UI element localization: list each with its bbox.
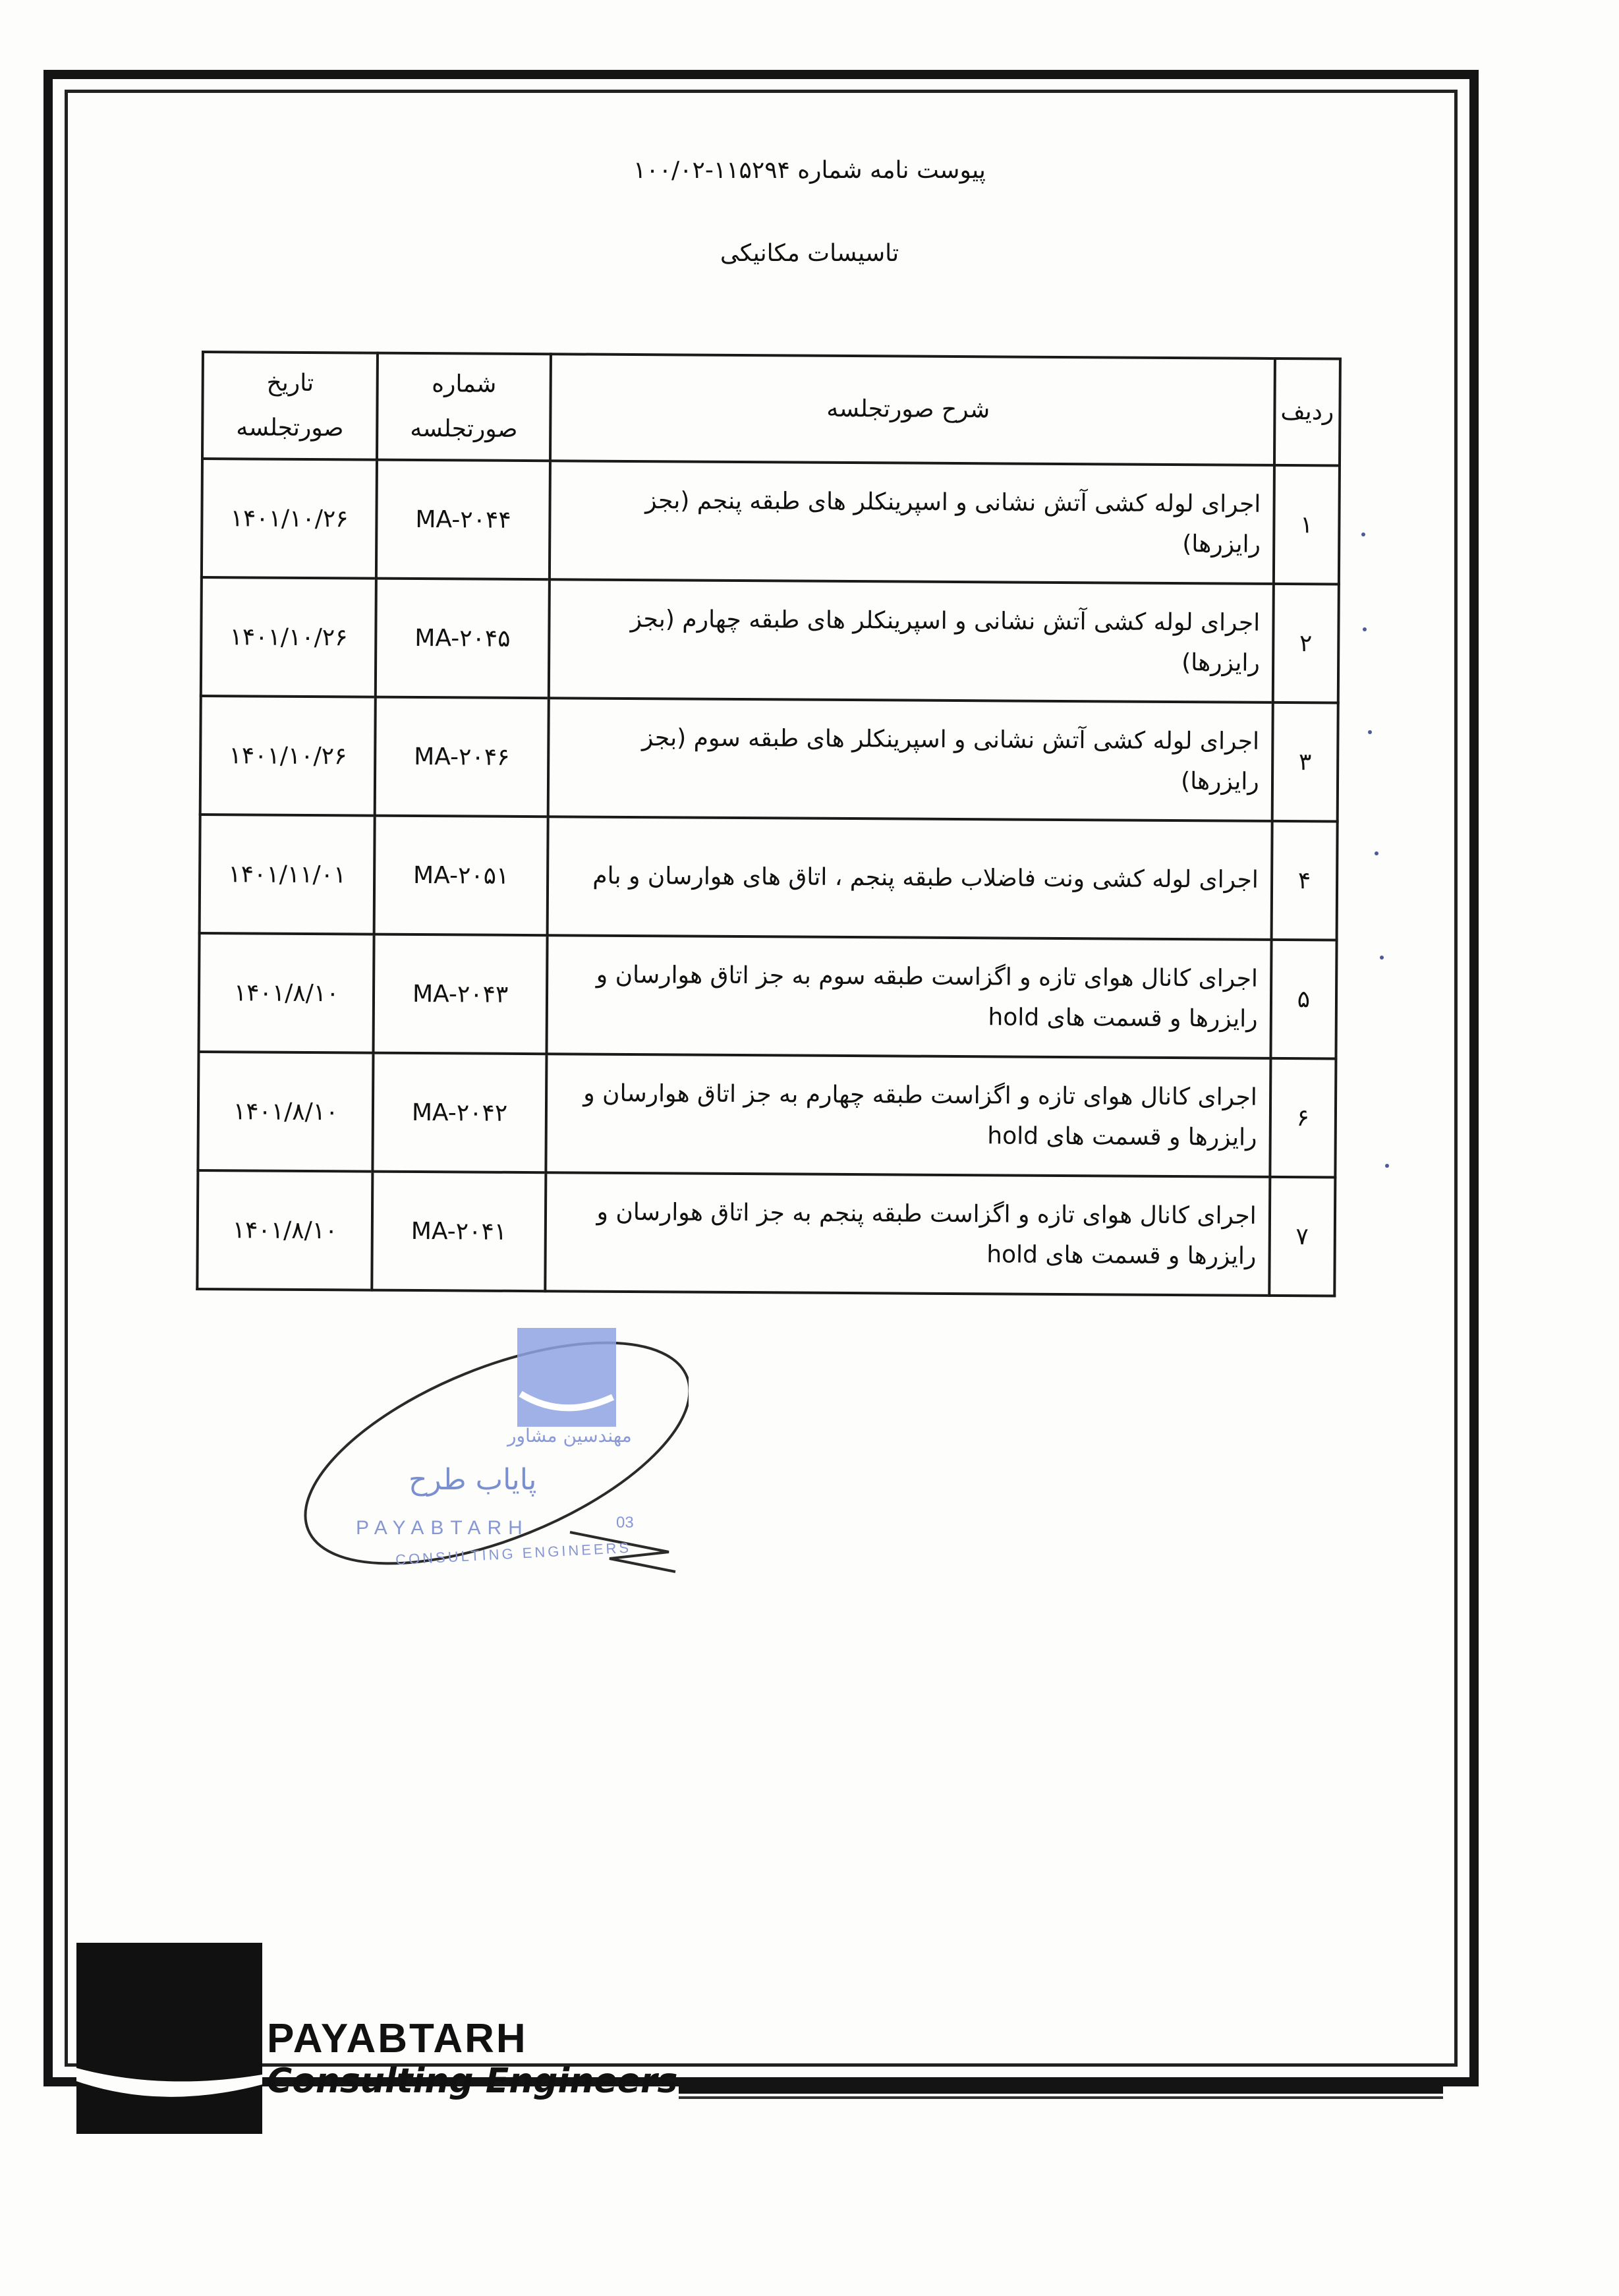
row-minutes-number: MA-۲۰۴۲ [373,1053,547,1173]
header-minutes-number [377,353,551,461]
row-minutes-date: ۱۴۰۱/۱۱/۰۱ [200,815,375,934]
margin-dot [1385,1164,1389,1168]
row-number: ۳ [1272,703,1338,822]
row-number: ۵ [1270,940,1336,1059]
margin-dot [1363,627,1367,631]
company-logo-mark [76,1943,262,2134]
header-minutes-number-line2: صورتجلسه [410,415,518,443]
header-description: شرح صورتجلسه [550,354,1275,465]
table-row [199,933,1337,1059]
row-description: اجرای کانال هوای تازه و اگزاست طبقه چهارم به جز اتاق هوارسان و رایزرها و قسمت های hold [546,1054,1270,1177]
stamp-english-line1: PAYABTARH [356,1517,529,1539]
row-description: اجرای لوله کشی آتش نشانی و اسپرینکلر های طبقه چهارم (بجز رایزرها) [549,579,1274,703]
stamp-english-line2: CONSULTING ENGINEERS [395,1539,632,1568]
row-description: اجرای کانال هوای تازه و اگزاست طبقه سوم به جز اتاق هوارسان و رایزرها و قسمت های hold [546,935,1271,1058]
table-row [200,696,1338,822]
stamp-persian-line1: مهندسین مشاور [507,1425,632,1447]
row-minutes-date: ۱۴۰۱/۸/۱۰ [198,1052,373,1172]
row-minutes-number: MA-۲۰۵۱ [374,816,548,936]
row-number: ۱ [1274,465,1340,585]
table-row [201,577,1339,703]
row-description: اجرای لوله کشی آتش نشانی و اسپرینکلر های طبقه پنجم (بجز رایزرها) [550,461,1274,584]
row-number: ۴ [1271,821,1337,940]
row-minutes-date: ۱۴۰۱/۸/۱۰ [199,933,374,1053]
row-description: اجرای لوله کشی ونت فاضلاب طبقه پنجم ، اتاق های هوارسان و بام [547,817,1272,940]
table-row [197,1170,1335,1296]
row-minutes-number: MA-۲۰۴۳ [374,934,548,1054]
footer-rule-thin [679,2096,1443,2099]
footer-company-name: PAYABTARH [267,2016,528,2061]
row-minutes-date: ۱۴۰۱/۸/۱۰ [197,1170,372,1290]
header-row-number: ردیف [1274,359,1340,466]
margin-dot [1380,956,1384,960]
footer-company-subtitle: Consulting Engineers [267,2061,678,2101]
row-minutes-number: MA-۲۰۴۶ [375,697,549,817]
stamp-logo-square [517,1328,616,1427]
header-minutes-date-line1: تاریخ [266,369,314,397]
header-minutes-date [202,352,378,460]
row-minutes-number: MA-۲۰۴۵ [376,579,550,699]
row-number: ۶ [1270,1058,1336,1178]
row-description: اجرای کانال هوای تازه و اگزاست طبقه پنجم به جز اتاق هوارسان و رایزرها و قسمت های hold [545,1172,1270,1296]
minutes-table [196,351,1342,1298]
margin-dot [1375,851,1378,855]
table-row [202,459,1340,585]
row-minutes-number: MA-۲۰۴۱ [372,1172,546,1292]
row-number: ۲ [1273,584,1339,703]
row-minutes-date: ۱۴۰۱/۱۰/۲۶ [200,696,376,816]
row-minutes-date: ۱۴۰۱/۱۰/۲۶ [201,577,376,697]
stamp-persian-line2: پایاب طرح [409,1463,537,1497]
margin-dot [1361,532,1365,536]
row-number: ۷ [1269,1177,1335,1296]
table-row [198,1052,1336,1178]
header-minutes-number-line1: شماره [432,370,497,398]
margin-dot [1368,730,1372,734]
section-title: تاسیسات مکانیکی [720,240,899,267]
attachment-title: پیوست نامه شماره ۱۱۵۲۹۴-۱۰۰/۰۲ [633,157,986,184]
footer-rule [679,2084,1443,2094]
row-minutes-date: ۱۴۰۱/۱۰/۲۶ [202,459,377,579]
row-description: اجرای لوله کشی آتش نشانی و اسپرینکلر های طبقه سوم (بجز رایزرها) [548,698,1273,821]
row-minutes-number: MA-۲۰۴۴ [376,460,550,580]
table-header-row [202,352,1340,466]
table-row [200,815,1338,940]
header-minutes-date-line2: صورتجلسه [236,414,344,442]
stamp-code: 03 [616,1514,634,1532]
logo-background [76,1943,262,2134]
